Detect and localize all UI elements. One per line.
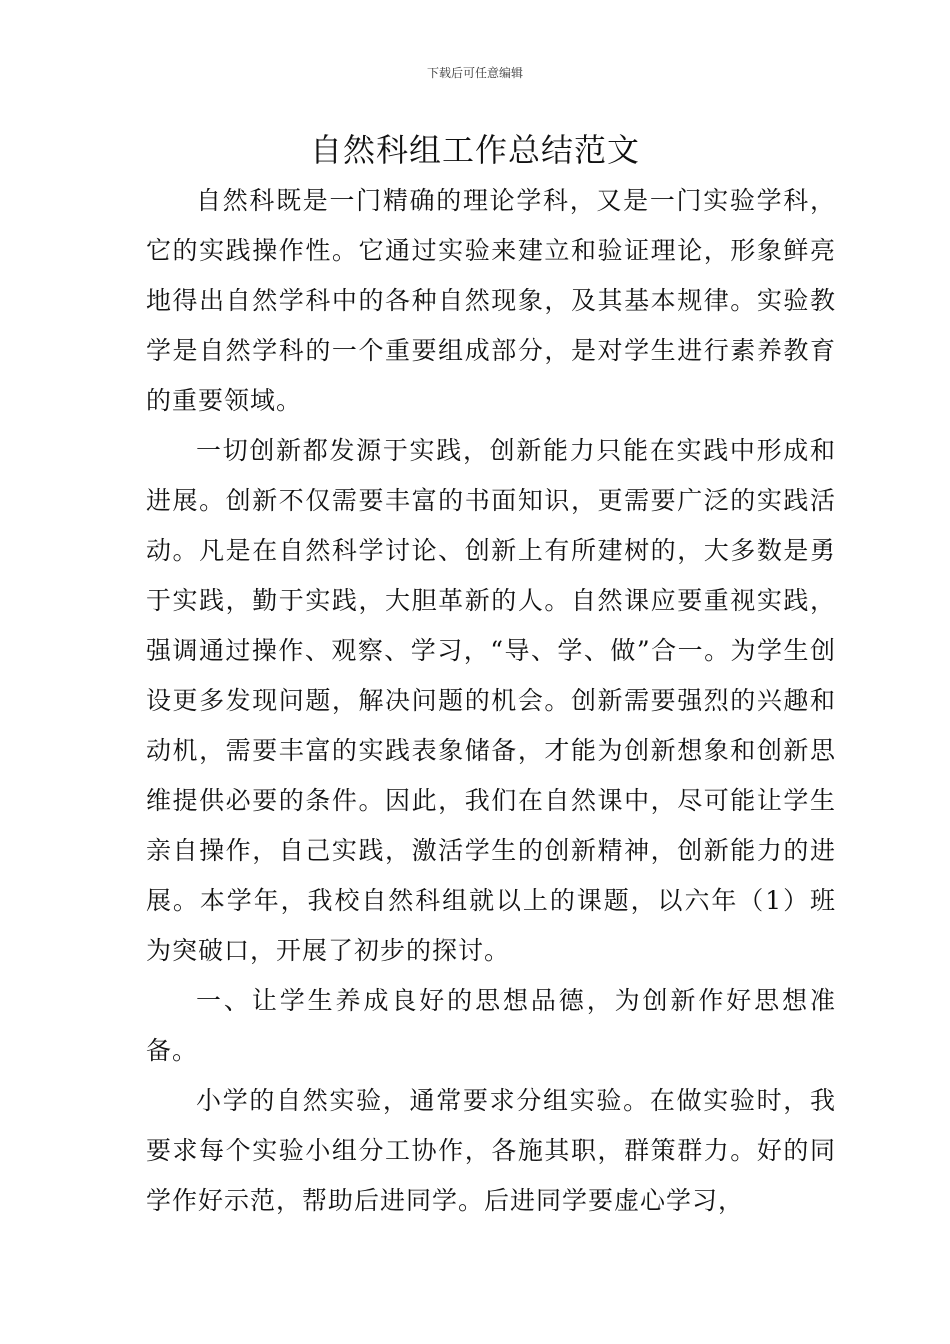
document-title: 自然科组工作总结范文	[309, 131, 640, 169]
paragraph-intro: 自然科既是一门精确的理论学科，又是一门实验学科，它的实践操作性。它通过实验来建立和验证理论，形象鲜亮地得出自然学科中的各种自然现象，及其基本规律。实验教学是自然学科的一个重要组成部分，是对学生进行素养教育的重要领域。	[146, 186, 836, 415]
paragraph-innovation: 一切创新都发源于实践，创新能力只能在实践中形成和进展。创新不仅需要丰富的书面知识，更需要广泛的实践活动。凡是在自然科学讨论、创新上有所建树的，大多数是勇于实践，勤于实践，大胆革新的人。自然课应要重视实践，强调通过操作、观察、学习，“导、学、做”合一。为学生创设更多发现问题，解决问题的机会。创新需要强烈的兴趣和动机，需要丰富的实践表象储备，才能为创新想象和创新思维提供必要的条件。因此，我们在自然课中，尽可能让学生亲自操作，自己实践，激活学生的创新精神，创新能力的进展。本学年，我校自然科组就以上的课题，以六年（1）班为突破口，开展了初步的探讨。	[146, 436, 836, 965]
document-body	[146, 176, 836, 1226]
section-heading-1: 一、让学生养成良好的思想品德，为创新作好思想准备。	[146, 986, 836, 1065]
paragraph-experiment: 小学的自然实验，通常要求分组实验。在做实验时，我要求每个实验小组分工协作，各施其职，群策群力。好的同学作好示范，帮助后进同学。后进同学要虚心学习，	[146, 1086, 836, 1215]
header-note: 下载后可任意编辑	[426, 66, 523, 80]
